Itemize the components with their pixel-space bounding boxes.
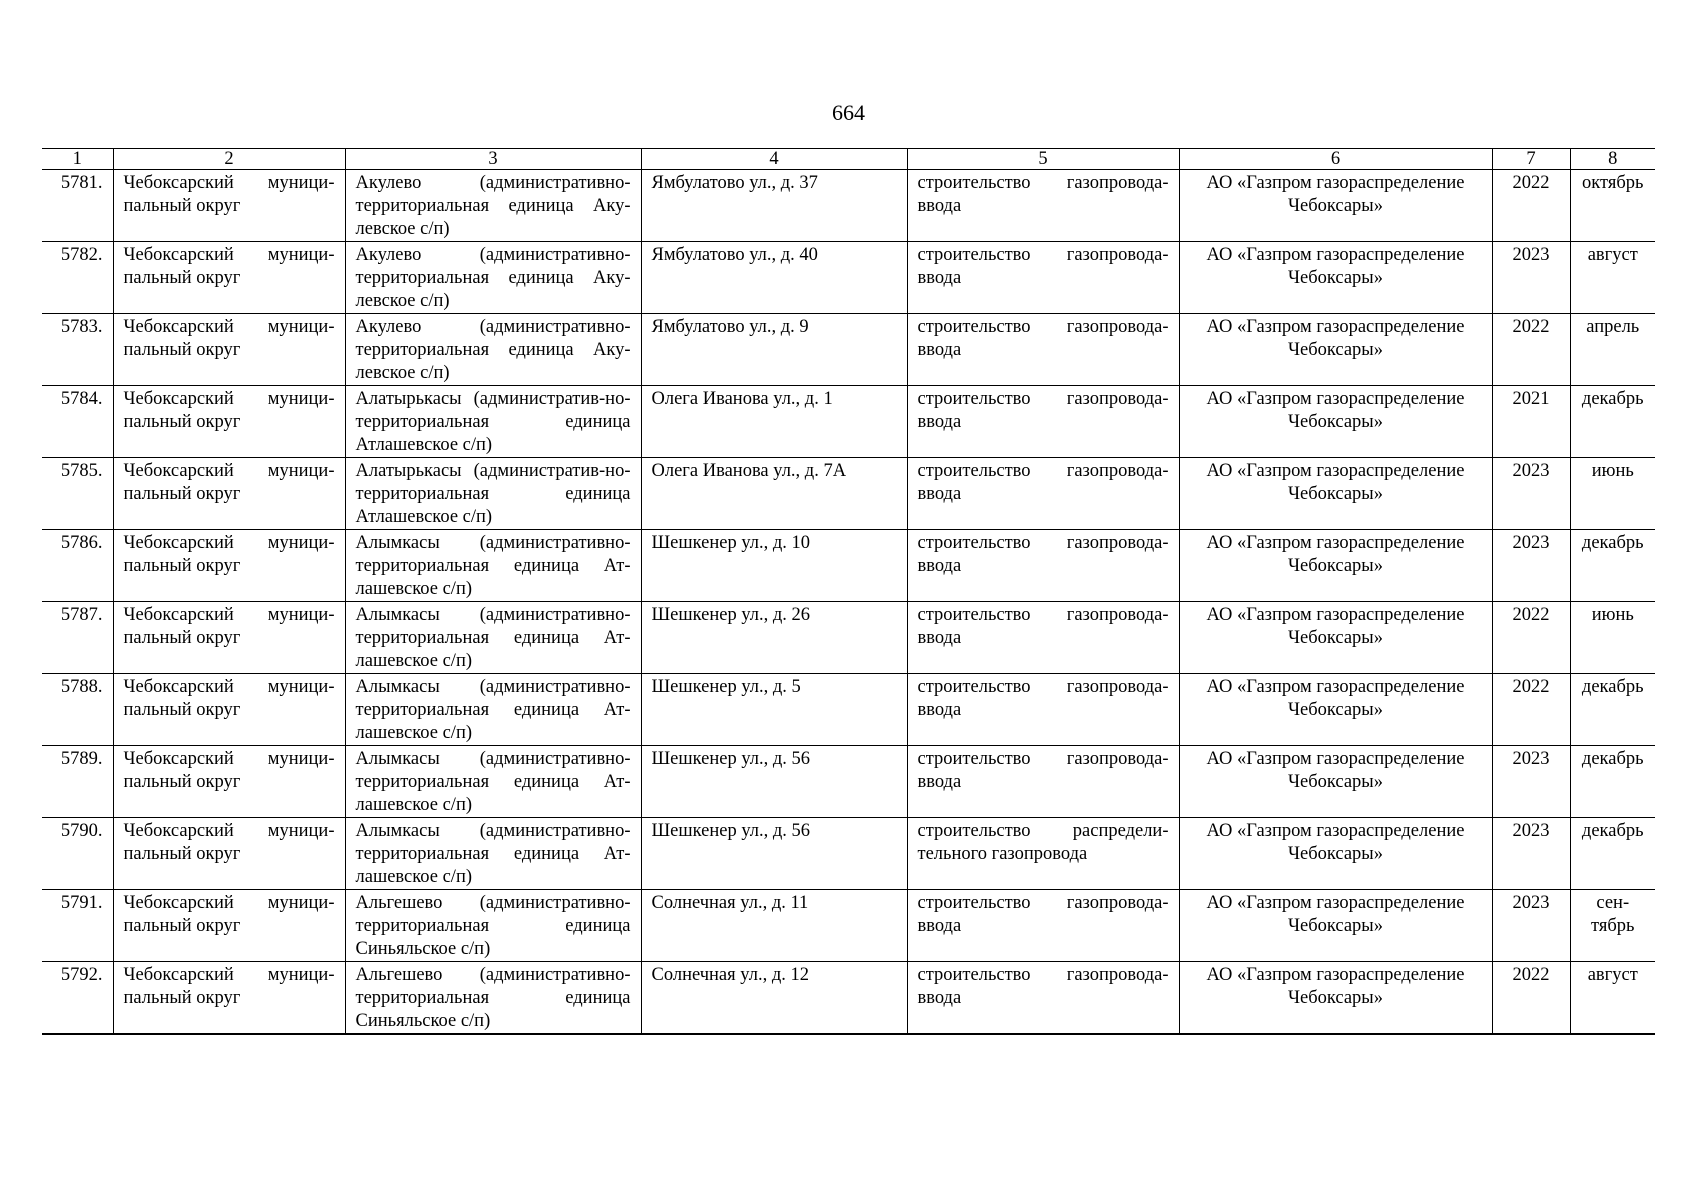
locality-cell: Алатырькасы (административ-но-территориальная единица Атлашевское с/п) [345,458,641,530]
locality-cell: Акулево (административно-территориальная единица Аку-левское с/п) [345,314,641,386]
address-cell: Ямбулатово ул., д. 37 [641,170,907,242]
row-number: 5789. [42,746,113,818]
row-number: 5785. [42,458,113,530]
month-cell: август [1570,242,1655,314]
locality-cell: Алымкасы (административно-территориальная единица Ат-лашевское с/п) [345,602,641,674]
locality-cell: Альгешево (административно-территориальная единица Синьяльское с/п) [345,890,641,962]
organization-cell: АО «Газпром газораспределение Чебоксары» [1179,458,1492,530]
year-cell: 2023 [1492,458,1570,530]
locality-cell: Акулево (административно-территориальная единица Аку-левское с/п) [345,170,641,242]
address-cell: Ямбулатово ул., д. 40 [641,242,907,314]
district-cell: Чебоксарский муници-пальный округ [113,890,345,962]
row-number: 5786. [42,530,113,602]
row-number: 5788. [42,674,113,746]
column-header: 3 [345,149,641,170]
row-number: 5787. [42,602,113,674]
locality-cell: Алатырькасы (административ-но-территориальная единица Атлашевское с/п) [345,386,641,458]
address-cell: Ямбулатово ул., д. 9 [641,314,907,386]
month-cell: декабрь [1570,818,1655,890]
address-cell: Солнечная ул., д. 12 [641,962,907,1035]
organization-cell: АО «Газпром газораспределение Чебоксары» [1179,242,1492,314]
organization-cell: АО «Газпром газораспределение Чебоксары» [1179,962,1492,1035]
address-cell: Шешкенер ул., д. 5 [641,674,907,746]
work-type-cell: строительство газопровода-ввода [907,242,1179,314]
row-number: 5790. [42,818,113,890]
work-type-cell: строительство газопровода-ввода [907,674,1179,746]
month-cell: апрель [1570,314,1655,386]
organization-cell: АО «Газпром газораспределение Чебоксары» [1179,818,1492,890]
registry-table [42,148,1655,1035]
organization-cell: АО «Газпром газораспределение Чебоксары» [1179,602,1492,674]
row-number: 5781. [42,170,113,242]
district-cell: Чебоксарский муници-пальный округ [113,314,345,386]
table-row [42,962,1655,1035]
month-cell: август [1570,962,1655,1035]
table-row [42,602,1655,674]
district-cell: Чебоксарский муници-пальный округ [113,242,345,314]
year-cell: 2022 [1492,962,1570,1035]
column-header: 1 [42,149,113,170]
locality-cell: Алымкасы (административно-территориальная единица Ат-лашевское с/п) [345,674,641,746]
row-number: 5783. [42,314,113,386]
row-number: 5784. [42,386,113,458]
column-header: 6 [1179,149,1492,170]
district-cell: Чебоксарский муници-пальный округ [113,530,345,602]
year-cell: 2023 [1492,746,1570,818]
organization-cell: АО «Газпром газораспределение Чебоксары» [1179,386,1492,458]
work-type-cell: строительство газопровода-ввода [907,746,1179,818]
table-row [42,170,1655,242]
work-type-cell: строительство газопровода-ввода [907,458,1179,530]
month-cell: декабрь [1570,530,1655,602]
year-cell: 2023 [1492,242,1570,314]
address-cell: Шешкенер ул., д. 10 [641,530,907,602]
locality-cell: Алымкасы (административно-территориальная единица Ат-лашевское с/п) [345,818,641,890]
year-cell: 2023 [1492,530,1570,602]
district-cell: Чебоксарский муници-пальный округ [113,674,345,746]
district-cell: Чебоксарский муници-пальный округ [113,170,345,242]
district-cell: Чебоксарский муници-пальный округ [113,386,345,458]
organization-cell: АО «Газпром газораспределение Чебоксары» [1179,530,1492,602]
work-type-cell: строительство газопровода-ввода [907,890,1179,962]
address-cell: Шешкенер ул., д. 56 [641,746,907,818]
month-cell: декабрь [1570,674,1655,746]
year-cell: 2021 [1492,386,1570,458]
work-type-cell: строительство газопровода-ввода [907,602,1179,674]
district-cell: Чебоксарский муници-пальный округ [113,818,345,890]
year-cell: 2023 [1492,818,1570,890]
column-header: 8 [1570,149,1655,170]
organization-cell: АО «Газпром газораспределение Чебоксары» [1179,890,1492,962]
work-type-cell: строительство газопровода-ввода [907,386,1179,458]
column-header: 2 [113,149,345,170]
locality-cell: Акулево (административно-территориальная единица Аку-левское с/п) [345,242,641,314]
table-row [42,530,1655,602]
year-cell: 2022 [1492,602,1570,674]
table-row [42,674,1655,746]
address-cell: Олега Иванова ул., д. 1 [641,386,907,458]
district-cell: Чебоксарский муници-пальный округ [113,962,345,1035]
locality-cell: Алымкасы (административно-территориальная единица Ат-лашевское с/п) [345,746,641,818]
address-cell: Шешкенер ул., д. 26 [641,602,907,674]
page-number: 664 [832,100,865,125]
column-header: 4 [641,149,907,170]
locality-cell: Алымкасы (административно-территориальная единица Ат-лашевское с/п) [345,530,641,602]
district-cell: Чебоксарский муници-пальный округ [113,602,345,674]
header-row [42,149,1655,170]
month-cell: июнь [1570,458,1655,530]
work-type-cell: строительство газопровода-ввода [907,314,1179,386]
year-cell: 2022 [1492,314,1570,386]
work-type-cell: строительство газопровода-ввода [907,962,1179,1035]
column-header: 5 [907,149,1179,170]
table-row [42,746,1655,818]
organization-cell: АО «Газпром газораспределение Чебоксары» [1179,314,1492,386]
month-cell: октябрь [1570,170,1655,242]
district-cell: Чебоксарский муници-пальный округ [113,458,345,530]
organization-cell: АО «Газпром газораспределение Чебоксары» [1179,746,1492,818]
table-row [42,458,1655,530]
month-cell: декабрь [1570,386,1655,458]
table-row [42,242,1655,314]
organization-cell: АО «Газпром газораспределение Чебоксары» [1179,674,1492,746]
table-row [42,890,1655,962]
work-type-cell: строительство газопровода-ввода [907,170,1179,242]
year-cell: 2022 [1492,674,1570,746]
district-cell: Чебоксарский муници-пальный округ [113,746,345,818]
address-cell: Шешкенер ул., д. 56 [641,818,907,890]
year-cell: 2023 [1492,890,1570,962]
address-cell: Олега Иванова ул., д. 7А [641,458,907,530]
table-row [42,314,1655,386]
address-cell: Солнечная ул., д. 11 [641,890,907,962]
row-number: 5792. [42,962,113,1035]
work-type-cell: строительство газопровода-ввода [907,530,1179,602]
row-number: 5782. [42,242,113,314]
month-cell: сен-тябрь [1570,890,1655,962]
table-row [42,386,1655,458]
column-header: 7 [1492,149,1570,170]
month-cell: декабрь [1570,746,1655,818]
work-type-cell: строительство распредели-тельного газопровода [907,818,1179,890]
row-number: 5791. [42,890,113,962]
year-cell: 2022 [1492,170,1570,242]
month-cell: июнь [1570,602,1655,674]
table-row [42,818,1655,890]
locality-cell: Альгешево (административно-территориальная единица Синьяльское с/п) [345,962,641,1035]
organization-cell: АО «Газпром газораспределение Чебоксары» [1179,170,1492,242]
